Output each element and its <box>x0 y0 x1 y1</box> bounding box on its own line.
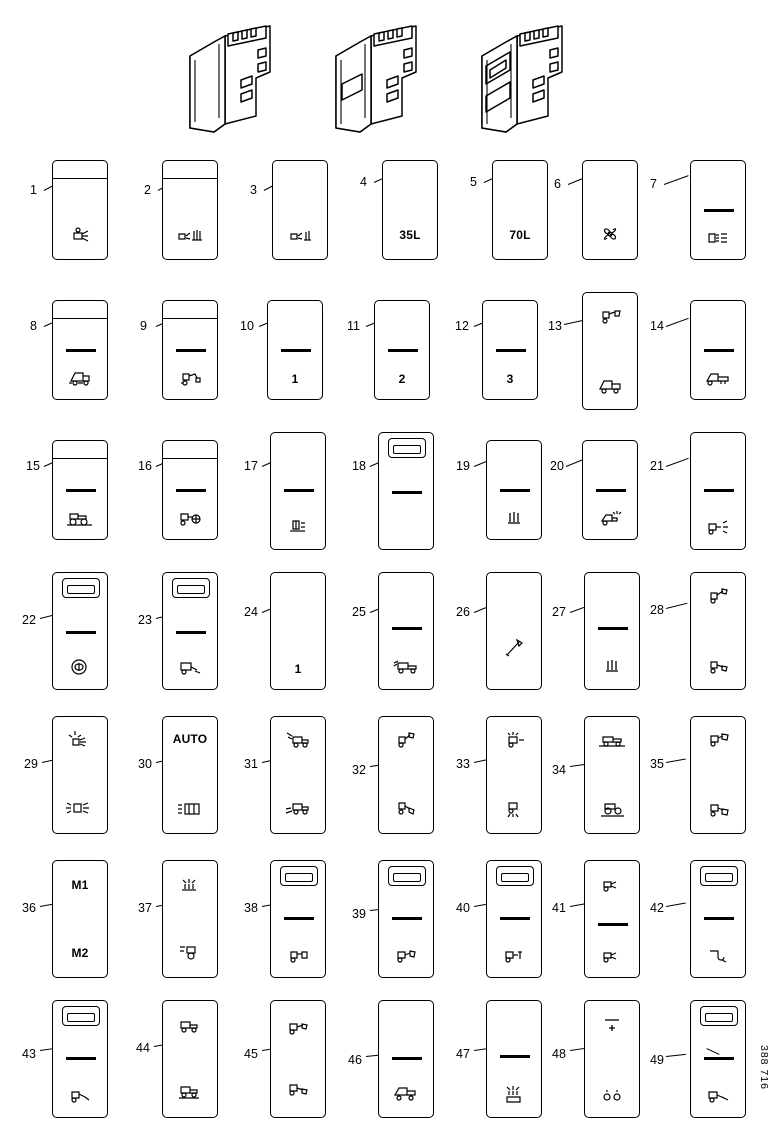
horn-icon <box>53 657 107 677</box>
callout-number: 16 <box>138 459 152 473</box>
indicator-dash <box>704 1057 734 1060</box>
switch-row-6 <box>0 854 778 994</box>
switch-cell-4[interactable] <box>360 146 460 276</box>
rocker-window[interactable] <box>280 866 318 886</box>
indicator-dash <box>66 349 96 352</box>
indicator-dash <box>281 349 311 352</box>
callout-number: 14 <box>650 319 664 333</box>
switch-cell-36[interactable] <box>22 854 130 984</box>
roller-front-icon <box>585 801 639 819</box>
hydraulic-lift-icon <box>271 517 325 535</box>
front-worklight-icon <box>53 729 107 749</box>
switch-body[interactable] <box>162 1000 218 1118</box>
callout-number: 20 <box>550 459 564 473</box>
truck-dump-icon <box>583 377 637 395</box>
plus-minus-icon <box>585 1015 639 1037</box>
truck-tipper-icon <box>53 369 107 387</box>
loader-high-icon <box>691 587 745 605</box>
switch-body[interactable] <box>690 160 746 260</box>
indicator-dash <box>284 489 314 492</box>
switch-cell-5[interactable] <box>470 146 570 276</box>
callout-number: 18 <box>352 459 366 473</box>
indicator-dash <box>496 349 526 352</box>
switch-cell-31[interactable] <box>244 710 348 840</box>
switch-body[interactable] <box>378 572 434 690</box>
switch-body[interactable] <box>482 300 538 400</box>
stage-number-label: 3 <box>506 372 514 386</box>
loader-rear-lower-icon <box>271 1081 325 1099</box>
switch-cell-26[interactable] <box>456 566 564 696</box>
indicator-dash <box>598 627 628 630</box>
switch-cell-42[interactable] <box>650 854 768 984</box>
rocker-window[interactable] <box>496 866 534 886</box>
indicator-dash <box>176 489 206 492</box>
switch-body[interactable] <box>382 160 438 260</box>
switch-row-5 <box>0 706 778 854</box>
switch-body[interactable] <box>162 572 218 690</box>
rocker-window[interactable] <box>172 578 210 598</box>
indicator-dash <box>388 349 418 352</box>
callout-number: 12 <box>455 319 469 333</box>
callout-number: 37 <box>138 901 152 915</box>
switch-body[interactable] <box>690 1000 746 1118</box>
indicator-dash <box>176 349 206 352</box>
switch-cell-19[interactable] <box>456 426 564 556</box>
switch-cell-14[interactable] <box>650 286 768 416</box>
switch-cell-49[interactable] <box>650 994 768 1124</box>
switch-body[interactable] <box>486 440 542 540</box>
switch-cell-15[interactable] <box>26 426 130 556</box>
fan-icon <box>583 225 637 243</box>
hook-icon <box>691 947 745 965</box>
callout-number: 10 <box>240 319 254 333</box>
iso-switch-blank <box>178 20 298 150</box>
switch-body[interactable] <box>378 860 434 978</box>
switch-row-3 <box>0 426 778 566</box>
callout-number: 44 <box>136 1041 150 1055</box>
indicator-dash <box>704 917 734 920</box>
switch-cell-16[interactable] <box>140 426 240 556</box>
switch-cell-20[interactable] <box>550 426 660 556</box>
callout-leader <box>666 1054 686 1057</box>
switch-body[interactable] <box>486 572 542 690</box>
callout-number: 26 <box>456 605 470 619</box>
callout-leader <box>666 458 689 467</box>
switch-cell-28[interactable] <box>650 566 768 696</box>
sprinkler-up-icon <box>487 731 541 749</box>
indicator-dash <box>284 917 314 920</box>
truck-bed-icon <box>379 659 433 675</box>
tipper-trailer-icon <box>691 1087 745 1105</box>
switch-cell-38[interactable] <box>244 854 348 984</box>
callout-number: 1 <box>30 183 37 197</box>
switch-row-4 <box>0 566 778 706</box>
beacon-single-icon <box>273 227 327 243</box>
callout-number: 35 <box>650 757 664 771</box>
switch-cell-7[interactable] <box>650 146 768 276</box>
switch-cell-45[interactable] <box>244 994 348 1124</box>
grader-blade-icon <box>691 369 745 387</box>
callout-number: 30 <box>138 757 152 771</box>
rocker-window[interactable] <box>388 438 426 458</box>
switch-body[interactable] <box>690 572 746 690</box>
loader-tilt-down-icon <box>691 801 745 819</box>
callout-number: 2 <box>144 183 151 197</box>
indicator-dash <box>500 1055 530 1058</box>
bezel-line <box>163 318 217 319</box>
indicator-dash <box>500 489 530 492</box>
callout-number: 15 <box>26 459 40 473</box>
callout-leader <box>666 903 686 907</box>
switch-cell-35[interactable] <box>650 710 768 840</box>
switch-cell-11[interactable] <box>347 286 452 416</box>
grader-front-icon <box>585 733 639 749</box>
switch-cell-37[interactable] <box>140 854 240 984</box>
indicator-dash <box>392 917 422 920</box>
rear-worklight-icon <box>53 799 107 817</box>
switch-body[interactable] <box>486 860 542 978</box>
switch-body[interactable] <box>582 292 638 410</box>
switch-body[interactable] <box>584 572 640 690</box>
loader-quickhitch-icon <box>487 947 541 965</box>
capacity-label: 70L <box>509 228 531 242</box>
indicator-dash <box>704 209 734 212</box>
rocker-window[interactable] <box>700 866 738 886</box>
switch-cell-39[interactable] <box>352 854 456 984</box>
dash-panel-icon <box>163 801 217 817</box>
callout-number: 7 <box>650 177 657 191</box>
callout-number: 43 <box>22 1047 36 1061</box>
callout-number: 31 <box>244 757 258 771</box>
callout-number: 3 <box>250 183 257 197</box>
switch-cell-24[interactable] <box>244 566 348 696</box>
indicator-dash <box>66 489 96 492</box>
work-light-icon <box>53 227 107 243</box>
beacon-rotating-icon <box>163 227 217 243</box>
callout-number: 47 <box>456 1047 470 1061</box>
callout-number: 32 <box>352 763 366 777</box>
switch-body[interactable] <box>378 716 434 834</box>
heater-blower-icon <box>487 1085 541 1105</box>
callout-number: 39 <box>352 907 366 921</box>
heater-coil-icon <box>487 509 541 525</box>
switch-cell-2[interactable] <box>140 146 240 276</box>
auto-label: AUTO <box>172 732 208 746</box>
switch-body[interactable] <box>486 716 542 834</box>
callout-leader <box>666 318 689 327</box>
callout-number: 22 <box>22 613 36 627</box>
rocker-window[interactable] <box>388 866 426 886</box>
aux-hydraulic-top-icon <box>585 877 639 893</box>
loader-low-icon <box>691 657 745 675</box>
callout-number: 25 <box>352 605 366 619</box>
top-illustration-row <box>0 8 778 143</box>
capacity-label: 35L <box>399 228 421 242</box>
spray-nozzle-icon <box>691 519 745 535</box>
truck-down-icon <box>271 799 325 817</box>
callout-number: 29 <box>24 757 38 771</box>
switch-cell-1[interactable] <box>30 146 130 276</box>
switch-cell-17[interactable] <box>244 426 348 556</box>
switch-cell-25[interactable] <box>352 566 456 696</box>
callout-number: 5 <box>470 175 477 189</box>
loader-arm-icon <box>271 947 325 965</box>
switch-cell-22[interactable] <box>22 566 130 696</box>
heater-fan-icon <box>163 877 217 893</box>
roller-drum-icon <box>53 509 107 527</box>
bezel-line <box>53 458 107 459</box>
switch-cell-34[interactable] <box>552 710 662 840</box>
excavator-icon <box>53 1087 107 1105</box>
callout-number: 38 <box>244 901 258 915</box>
switch-body[interactable] <box>52 160 108 260</box>
switch-cell-48[interactable] <box>552 994 662 1124</box>
loader-rear-icon <box>271 1019 325 1037</box>
switch-cell-8[interactable] <box>30 286 130 416</box>
trailer-tipper-icon <box>163 659 217 677</box>
callout-number: 48 <box>552 1047 566 1061</box>
callout-leader <box>664 175 689 185</box>
indicator-dash <box>176 631 206 634</box>
switch-body[interactable] <box>378 432 434 550</box>
indicator-dash <box>66 1057 96 1060</box>
indicator-dash <box>392 491 422 494</box>
switch-body[interactable] <box>162 300 218 400</box>
callout-number: 9 <box>140 319 147 333</box>
switch-body[interactable] <box>690 300 746 400</box>
switch-body[interactable] <box>584 716 640 834</box>
callout-number: 42 <box>650 901 664 915</box>
switch-body[interactable] <box>374 300 430 400</box>
stage-number-label: 2 <box>398 372 406 386</box>
memory-1-label: M1 <box>71 878 89 892</box>
aux-hydraulic-icon <box>585 947 639 963</box>
switch-cell-33[interactable] <box>456 710 564 840</box>
callout-number: 4 <box>360 175 367 189</box>
iso-switch-single-rocker <box>324 16 444 146</box>
dumper-icon <box>379 1085 433 1103</box>
iso-switch-window-rocker <box>470 14 590 144</box>
callout-number: 13 <box>548 319 562 333</box>
switch-cell-29[interactable] <box>24 710 130 840</box>
switch-cell-47[interactable] <box>456 994 564 1124</box>
bezel-line <box>163 178 217 179</box>
switch-cell-44[interactable] <box>136 994 240 1124</box>
switch-body[interactable] <box>272 160 328 260</box>
switch-body[interactable] <box>270 572 326 690</box>
indicator-dash <box>598 923 628 926</box>
bezel-line <box>53 318 107 319</box>
drawing-number: 388 716 <box>758 1045 770 1090</box>
bezel-line <box>163 458 217 459</box>
switch-cell-27[interactable] <box>552 566 662 696</box>
callout-number: 34 <box>552 763 566 777</box>
switch-cell-46[interactable] <box>348 994 456 1124</box>
callout-number: 11 <box>347 319 360 333</box>
stage-number-label: 1 <box>294 662 302 676</box>
indicator-dash <box>392 627 422 630</box>
switch-cell-43[interactable] <box>22 994 130 1124</box>
switch-body[interactable] <box>378 1000 434 1118</box>
switch-row-7 <box>0 994 778 1134</box>
switch-body[interactable] <box>162 160 218 260</box>
callout-number: 45 <box>244 1047 258 1061</box>
sweeper-brush-icon <box>163 509 217 527</box>
switch-cell-9[interactable] <box>140 286 240 416</box>
callout-number: 24 <box>244 605 258 619</box>
callout-number: 41 <box>552 901 566 915</box>
indicator-dash <box>500 917 530 920</box>
switch-body[interactable] <box>690 432 746 550</box>
switch-grid <box>0 146 778 1134</box>
indicator-dash <box>704 349 734 352</box>
switch-body[interactable] <box>52 716 108 834</box>
stage-number-label: 1 <box>291 372 299 386</box>
switch-body[interactable] <box>52 572 108 690</box>
switch-body[interactable] <box>486 1000 542 1118</box>
switch-row-1 <box>0 146 778 286</box>
switch-cell-10[interactable] <box>240 286 345 416</box>
switch-body[interactable] <box>584 1000 640 1118</box>
callout-number: 33 <box>456 757 470 771</box>
switch-body[interactable] <box>162 860 218 978</box>
callout-number: 36 <box>22 901 36 915</box>
rear-window-heater-icon <box>691 231 745 245</box>
indicator-dash <box>704 489 734 492</box>
sprinkler-down-icon <box>487 801 541 819</box>
switch-body[interactable] <box>52 300 108 400</box>
switch-cell-13[interactable] <box>548 286 660 416</box>
switch-body[interactable] <box>52 1000 108 1118</box>
callout-number: 21 <box>650 459 664 473</box>
switch-body[interactable] <box>270 432 326 550</box>
callout-number: 23 <box>138 613 152 627</box>
switch-row-2 <box>0 286 778 426</box>
rocker-window[interactable] <box>62 1006 100 1026</box>
switch-body[interactable] <box>582 440 638 540</box>
callout-leader <box>666 759 686 763</box>
rocker-window[interactable] <box>700 1006 738 1026</box>
switch-body[interactable] <box>690 716 746 834</box>
heater-coil-icon <box>585 657 639 673</box>
switch-body[interactable] <box>162 716 218 834</box>
switch-cell-3[interactable] <box>250 146 350 276</box>
switch-cell-30[interactable] <box>140 710 240 840</box>
switch-body[interactable] <box>270 860 326 978</box>
switch-cell-18[interactable] <box>352 426 456 556</box>
roller-vibration-icon <box>163 943 217 961</box>
switch-cell-41[interactable] <box>552 854 662 984</box>
indicator-dash <box>66 631 96 634</box>
wiper-blade-icon <box>487 637 541 659</box>
loader-down-icon <box>379 799 433 817</box>
callout-number: 46 <box>348 1053 362 1067</box>
callout-number: 49 <box>650 1053 664 1067</box>
switch-body[interactable] <box>162 440 218 540</box>
callout-number: 27 <box>552 605 566 619</box>
callout-number: 8 <box>30 319 37 333</box>
switch-cell-40[interactable] <box>456 854 564 984</box>
indicator-dash <box>596 489 626 492</box>
callout-number: 6 <box>554 177 561 191</box>
callout-number: 28 <box>650 603 664 617</box>
switch-cell-32[interactable] <box>352 710 456 840</box>
switch-body[interactable] <box>690 860 746 978</box>
switch-body[interactable] <box>584 860 640 978</box>
switch-body[interactable] <box>582 160 638 260</box>
switch-body[interactable] <box>270 716 326 834</box>
indicator-dash <box>392 1057 422 1060</box>
truck-rear-lower-icon <box>163 1083 217 1101</box>
callout-leader <box>666 603 688 609</box>
switch-cell-12[interactable] <box>455 286 560 416</box>
loader-bucket-icon <box>583 307 637 325</box>
loader-up-icon <box>379 731 433 749</box>
switch-body[interactable] <box>267 300 323 400</box>
callout-number: 17 <box>244 459 258 473</box>
bezel-line <box>53 178 107 179</box>
loader-bucket-icon <box>379 947 433 965</box>
switch-cell-6[interactable] <box>554 146 660 276</box>
switch-body[interactable] <box>492 160 548 260</box>
callout-number: 40 <box>456 901 470 915</box>
loader-arm-icon <box>163 369 217 387</box>
switch-cell-23[interactable] <box>140 566 240 696</box>
memory-2-label: M2 <box>71 946 89 960</box>
truck-up-icon <box>271 731 325 749</box>
callout-number: 19 <box>456 459 470 473</box>
switch-cell-21[interactable] <box>650 426 768 556</box>
beacon-flash-icon <box>583 509 637 527</box>
loader-tilt-up-icon <box>691 731 745 749</box>
two-lamps-icon <box>585 1089 639 1103</box>
truck-rear-icon <box>163 1017 217 1035</box>
rocker-window[interactable] <box>62 578 100 598</box>
switch-body[interactable] <box>52 440 108 540</box>
switch-body[interactable] <box>270 1000 326 1118</box>
switch-body[interactable] <box>52 860 108 978</box>
